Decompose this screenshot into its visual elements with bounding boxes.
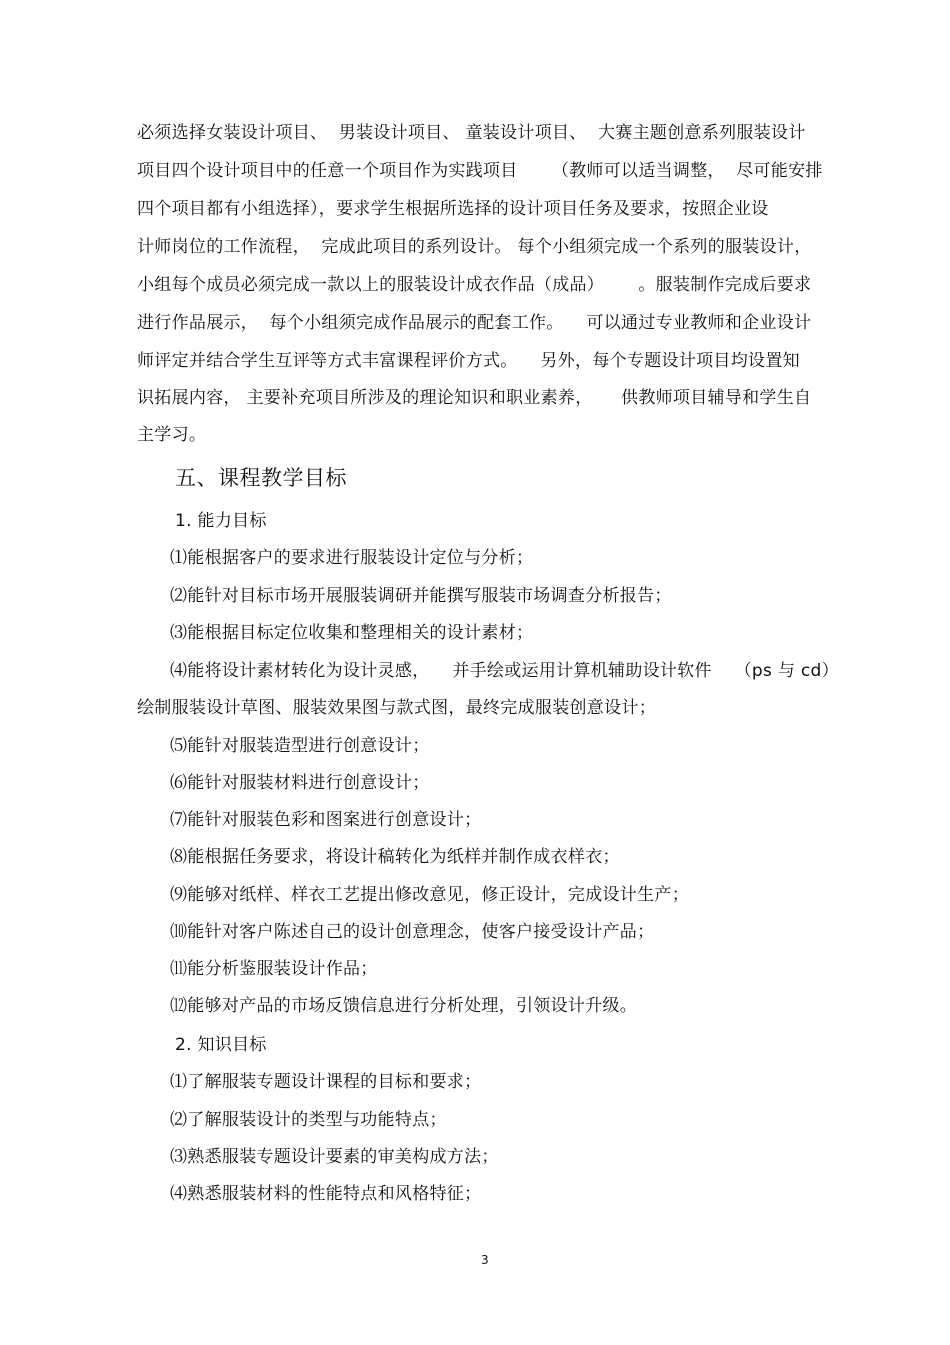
ability-item-continuation: 绘制服装设计草图、服装效果图与款式图，最终完成服装创意设计； <box>137 698 656 718</box>
ability-item: ⑶能根据目标定位收集和整理相关的设计素材； <box>170 623 534 643</box>
ability-item: ⑽能针对客户陈述自己的设计创意理念，使客户接受设计产品； <box>170 922 655 942</box>
ability-item: ⑾能分析鉴服装设计作品； <box>170 959 378 979</box>
ability-item: ⑵能针对目标市场开展服装调研并能撰写服装市场调查分析报告； <box>170 586 672 606</box>
ability-heading: 1. 能力目标 <box>175 511 267 531</box>
paragraph-line: 识拓展内容， 主要补充项目所涉及的理论知识和职业素养， 供教师项目辅导和学生自 <box>137 388 812 408</box>
knowledge-item: ⑴了解服装专题设计课程的目标和要求； <box>170 1072 482 1092</box>
paragraph-line: 项目四个设计项目中的任意一个项目作为实践项目 （教师可以适当调整， 尽可能安排 <box>137 161 823 181</box>
paragraph-line: 主学习。 <box>137 425 207 445</box>
paragraph-line: 进行作品展示， 每个小组须完成作品展示的配套工作。 可以通过专业教师和企业设计 <box>137 313 812 333</box>
ability-item: ⑷能将设计素材转化为设计灵感， 并手绘或运用计算机辅助设计软件 （ps 与 cd） <box>170 661 839 681</box>
paragraph-line: 四个项目都有小组选择），要求学生根据所选择的设计项目任务及要求，按照企业设 <box>137 199 769 219</box>
ability-item: ⑸能针对服装造型进行创意设计； <box>170 736 430 756</box>
section-heading: 五、课程教学目标 <box>175 466 347 490</box>
page-number: 3 <box>481 1253 489 1267</box>
ability-item: ⑹能针对服装材料进行创意设计； <box>170 773 430 793</box>
paragraph-line: 计师岗位的工作流程， 完成此项目的系列设计。 每个小组须完成一个系列的服装设计， <box>137 237 812 257</box>
paragraph-line: 小组每个成员必须完成一款以上的服装设计成衣作品（成品） 。服装制作完成后要求 <box>137 275 812 295</box>
knowledge-item: ⑵了解服装设计的类型与功能特点； <box>170 1110 447 1130</box>
knowledge-item: ⑷熟悉服装材料的性能特点和风格特征； <box>170 1184 482 1204</box>
ability-item: ⑼能够对纸样、样衣工艺提出修改意见，修正设计，完成设计生产； <box>170 885 689 905</box>
paragraph-line: 必须选择女装设计项目、 男装设计项目、 童装设计项目、 大赛主题创意系列服装设计 <box>137 123 806 143</box>
ability-item: ⑻能根据任务要求，将设计稿转化为纸样并制作成衣样衣； <box>170 847 620 867</box>
paragraph-line: 师评定并结合学生互评等方式丰富课程评价方式。 另外，每个专题设计项目均设置知 <box>137 351 800 371</box>
ability-item: ⑺能针对服装色彩和图案进行创意设计； <box>170 810 482 830</box>
ability-item: ⑴能根据客户的要求进行服装设计定位与分析； <box>170 548 534 568</box>
knowledge-heading: 2. 知识目标 <box>175 1035 267 1055</box>
ability-item: ⑿能够对产品的市场反馈信息进行分析处理，引领设计升级。 <box>170 996 638 1016</box>
knowledge-item: ⑶熟悉服装专题设计要素的审美构成方法； <box>170 1147 499 1167</box>
